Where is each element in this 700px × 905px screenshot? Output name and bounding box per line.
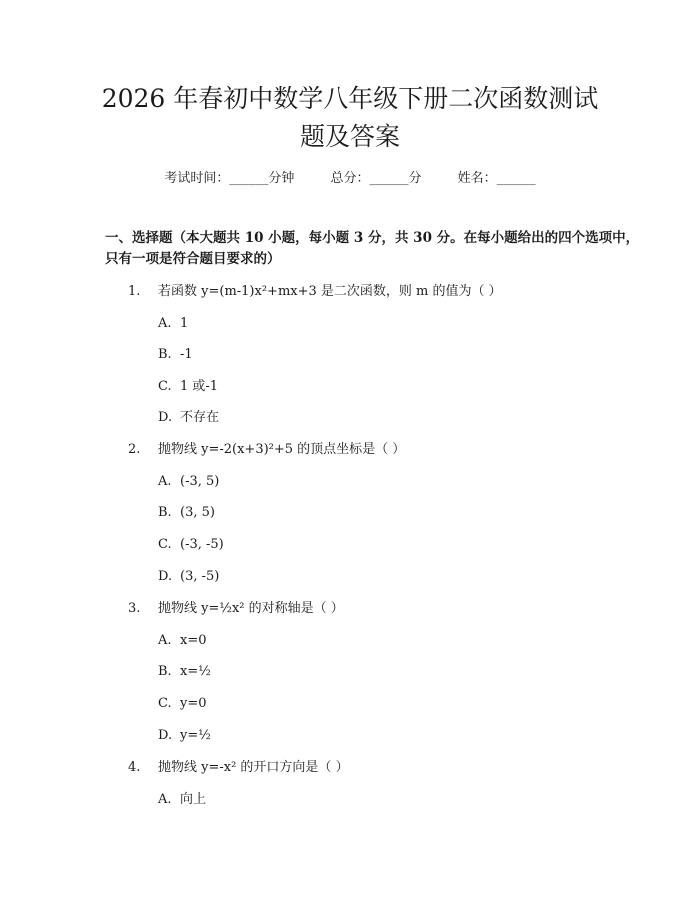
option-3c [158,695,207,713]
option-2a [158,473,219,491]
option-letter: A. [158,474,172,489]
option-text: 1 [180,316,189,331]
option-letter: B. [158,664,172,679]
total-score: 总分：______分 [330,171,422,186]
option-1a [158,315,188,333]
exam-time: 考试时间：______分钟 [164,171,295,186]
option-text: (-3, -5) [180,537,224,552]
option-text: 向上 [180,792,207,807]
student-name: 姓名：______ [457,171,536,186]
option-1d [158,409,219,427]
option-text: (-3, 5) [180,474,220,489]
question-stem: 抛物线 y=-2(x+3)²+5 的顶点坐标是（ ） [158,442,406,457]
question-4 [128,759,349,777]
option-1b [158,346,193,364]
question-number: 3. [128,601,141,616]
option-3b [158,663,211,681]
option-3a [158,632,207,650]
option-letter: B. [158,505,172,520]
option-text: x=0 [180,633,207,648]
question-3 [128,600,344,618]
option-letter: A. [158,792,172,807]
option-letter: C. [158,379,172,394]
title-line-1: 2026 年春初中数学八年级下册二次函数测试 [101,84,599,113]
title-line-2: 题及答案 [299,122,400,151]
option-letter: D. [158,569,173,584]
option-text: y=0 [180,696,207,711]
question-number: 1. [128,284,141,299]
document-title [60,80,640,156]
question-number: 4. [128,760,141,775]
question-stem: 若函数 y=(m-1)x²+mx+3 是二次函数，则 m 的值为（ ） [158,284,502,299]
question-stem: 抛物线 y=-x² 的开口方向是（ ） [158,760,349,775]
option-3d [158,727,211,745]
option-2c [158,536,224,554]
option-letter: D. [158,728,173,743]
question-number: 2. [128,442,141,457]
option-2d [158,568,219,586]
option-letter: A. [158,316,172,331]
option-text: (3, 5) [180,505,215,520]
option-letter: C. [158,537,172,552]
option-text: (3, -5) [180,569,220,584]
option-text: 1 或-1 [180,379,219,394]
question-2 [128,441,405,459]
question-1 [128,283,502,301]
option-text: y=½ [180,728,211,743]
option-1c [158,378,218,396]
section-heading: 一、选择题（本大题共 10 小题，每小题 3 分，共 30 分。在每小题给出的四个选项中，只有一项是符合题目要求的） [105,230,640,267]
option-2b [158,504,215,522]
exam-info [0,170,700,188]
option-letter: C. [158,696,172,711]
option-letter: A. [158,633,172,648]
option-letter: B. [158,347,172,362]
option-text: x=½ [180,664,211,679]
option-text: -1 [180,347,193,362]
option-text: 不存在 [180,410,220,425]
question-stem: 抛物线 y=½x² 的对称轴是（ ） [158,601,344,616]
option-4a [158,791,206,809]
option-letter: D. [158,410,173,425]
